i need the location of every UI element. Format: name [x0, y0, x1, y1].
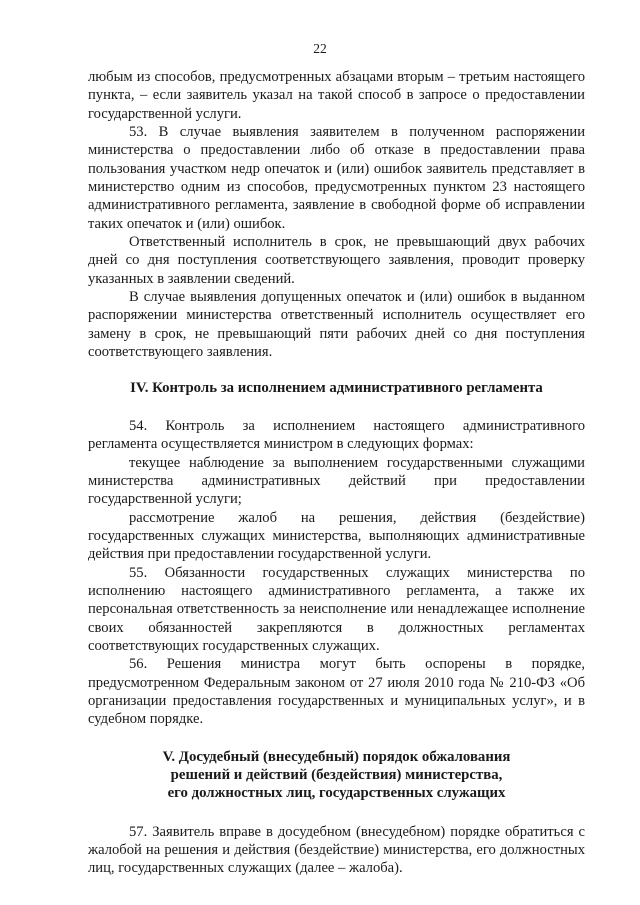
paragraph-52-continuation: любым из способов, предусмотренных абзацами вторым – третьим настоящего пункта, – если заявитель указал на такой способ в запросе о предоставлении государственной услуги.	[88, 69, 585, 122]
section-5-heading-line-2: решений и действий (бездействия) министерства,	[170, 767, 503, 784]
paragraph-54-form-1: текущее наблюдение за выполнением государственными служащими министерства административных действий при предоставлении государственной услуги;	[88, 454, 585, 508]
paragraph-55: 55. Обязанности государственных служащих министерства по исполнению настоящего административного регламента, а также их персональная ответственность за неисполнение или ненадлежащее исполнение своих обязанностей закрепляются в должностных регламентах соответствующих государственных служащих.	[88, 564, 585, 654]
paragraph-57: 57. Заявитель вправе в досудебном (внесудебном) порядке обратиться с жалобой на решения и действия (бездействие) министерства, его должностных лиц, государственных служащих (далее – жалоба).	[88, 823, 585, 877]
section-5-heading-line-3: его должностных лиц, государственных служащих	[167, 785, 506, 802]
paragraph-53-check: Ответственный исполнитель в срок, не превышающий двух рабочих дней со дня поступления соответствующего заявления, проводит проверку указанных в заявлении сведений.	[88, 234, 585, 287]
paragraph-54: 54. Контроль за исполнением настоящего административного регламента осуществляется министром в следующих формах:	[88, 417, 585, 453]
document-body	[88, 68, 585, 878]
section-5-heading-line-1: V. Досудебный (внесудебный) порядок обжалования	[162, 748, 511, 765]
paragraph-56: 56. Решения министра могут быть оспорены в порядке, предусмотренном Федеральным законом от 27 июля 2010 года № 210-ФЗ «Об организации предоставления государственных и муниципальных услуг», и в судебном порядке.	[88, 656, 585, 728]
section-4-heading: IV. Контроль за исполнением административного регламента	[130, 379, 543, 396]
paragraph-54-form-2: рассмотрение жалоб на решения, действия (бездействие) государственных служащих министерства, выполняющих административные действия при предоставлении государственной услуги.	[88, 509, 585, 563]
paragraph-53-replacement: В случае выявления допущенных опечаток и (или) ошибок в выданном распоряжении министерства ответственный исполнитель осуществляет его замену в срок, не превышающий пяти рабочих дней со дня поступления соответствующего заявления.	[88, 289, 585, 361]
page-number: 22	[313, 41, 327, 56]
section-5-heading	[88, 748, 585, 803]
paragraph-53: 53. В случае выявления заявителем в полученном распоряжении министерства о предоставлении либо об отказе в предоставлении права пользования участком недр опечаток и (или) ошибок заявитель представляет в министерство одним из способов, предусмотренных пунктом 23 настоящего административного регламента, заявление в свободной форме об исправлении таких опечаток и (или) ошибок.	[88, 124, 585, 232]
